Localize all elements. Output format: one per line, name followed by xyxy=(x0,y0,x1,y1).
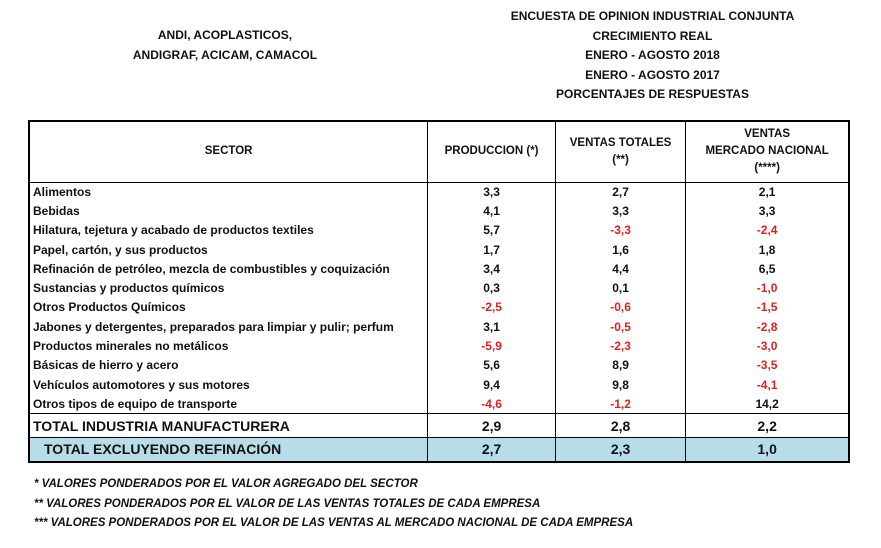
mercado-cell: 2,1 xyxy=(686,182,849,201)
header-left xyxy=(100,26,350,65)
col-mercado-line: MERCADO NACIONAL xyxy=(705,145,829,158)
footnote: * VALORES PONDERADOS POR EL VALOR AGREGADO DEL SECTOR xyxy=(34,478,418,490)
table-row xyxy=(29,298,849,317)
col-sector: SECTOR xyxy=(29,121,428,182)
ventas-cell: -0,5 xyxy=(555,317,685,336)
header-right-line: ENCUESTA DE OPINION INDUSTRIAL CONJUNTA xyxy=(510,9,795,23)
header-right-line: ENERO - AGOSTO 2018 xyxy=(585,48,720,62)
sector-cell: Hilatura, tejetura y acabado de productos textiles xyxy=(29,221,428,240)
produccion-cell: 2,7 xyxy=(428,438,556,462)
col-ventas-line: VENTAS TOTALES xyxy=(569,136,672,149)
sector-cell: Básicas de hierro y acero xyxy=(29,356,428,375)
table-row xyxy=(29,182,849,201)
mercado-cell: 6,5 xyxy=(686,259,849,278)
ventas-cell: 0,1 xyxy=(555,278,685,297)
ventas-cell: 2,7 xyxy=(555,182,685,201)
produccion-cell: 3,3 xyxy=(428,182,556,201)
table-row xyxy=(29,317,849,336)
data-table xyxy=(28,120,850,463)
mercado-cell: -2,8 xyxy=(686,317,849,336)
mercado-cell: -1,5 xyxy=(686,298,849,317)
produccion-cell: -2,5 xyxy=(428,298,556,317)
produccion-cell: 5,7 xyxy=(428,221,556,240)
mercado-cell: -4,1 xyxy=(686,375,849,394)
total-excl-row xyxy=(29,438,849,462)
ventas-cell: -1,2 xyxy=(555,394,685,413)
produccion-cell: 1,7 xyxy=(428,240,556,259)
header-left-line: ANDIGRAF, ACICAM, CAMACOL xyxy=(132,47,318,62)
header-right xyxy=(480,7,825,105)
footnote: ** VALORES PONDERADOS POR EL VALOR DE LAS VENTAS TOTALES DE CADA EMPRESA xyxy=(34,498,541,510)
total-row xyxy=(29,414,849,438)
sector-cell: Sustancias y productos químicos xyxy=(29,278,428,297)
sector-cell: Productos minerales no metálicos xyxy=(29,336,428,355)
sector-cell: Bebidas xyxy=(29,201,428,220)
produccion-cell: 9,4 xyxy=(428,375,556,394)
sector-cell: Otros Productos Químicos xyxy=(29,298,428,317)
mercado-cell: -1,0 xyxy=(686,278,849,297)
mercado-cell: 3,3 xyxy=(686,201,849,220)
mercado-cell: -3,5 xyxy=(686,356,849,375)
produccion-cell: -4,6 xyxy=(428,394,556,413)
ventas-cell: 2,3 xyxy=(555,438,685,462)
sector-cell: Otros tipos de equipo de transporte xyxy=(29,394,428,413)
produccion-cell: 3,4 xyxy=(428,259,556,278)
col-mercado-line: VENTAS xyxy=(744,128,791,141)
sector-cell: Alimentos xyxy=(29,182,428,201)
sector-cell: Jabones y detergentes, preparados para limpiar y pulir; perfum xyxy=(29,317,428,336)
header-left-line: ANDI, ACOPLASTICOS, xyxy=(157,28,293,42)
footnote: *** VALORES PONDERADOS POR EL VALOR DE LAS VENTAS AL MERCADO NACIONAL DE CADA EMPRESA xyxy=(34,517,634,529)
col-mercado-line: (****) xyxy=(754,162,780,175)
ventas-cell: 4,4 xyxy=(555,259,685,278)
produccion-cell: 2,9 xyxy=(428,414,556,438)
produccion-cell: 3,1 xyxy=(428,317,556,336)
table-row xyxy=(29,201,849,220)
produccion-cell: 0,3 xyxy=(428,278,556,297)
col-ventas-line: (**) xyxy=(612,153,629,166)
ventas-cell: 8,9 xyxy=(555,356,685,375)
col-produccion: PRODUCCION (*) xyxy=(428,121,556,182)
table-row xyxy=(29,240,849,259)
header-right-line: PORCENTAJES DE RESPUESTAS xyxy=(556,87,749,101)
col-mercado xyxy=(686,121,849,182)
mercado-cell: -2,4 xyxy=(686,221,849,240)
table-row xyxy=(29,221,849,240)
table-row xyxy=(29,356,849,375)
table-row xyxy=(29,375,849,394)
header-right-line: ENERO - AGOSTO 2017 xyxy=(585,67,720,82)
mercado-cell: 2,2 xyxy=(686,414,849,438)
produccion-cell: 4,1 xyxy=(428,201,556,220)
mercado-cell: -3,0 xyxy=(686,336,849,355)
produccion-cell: 5,6 xyxy=(428,356,556,375)
sector-cell: TOTAL INDUSTRIA MANUFACTURERA xyxy=(29,414,428,438)
ventas-cell: 1,6 xyxy=(555,240,685,259)
ventas-cell: 2,8 xyxy=(555,414,685,438)
ventas-cell: 9,8 xyxy=(555,375,685,394)
table-row xyxy=(29,278,849,297)
ventas-cell: -0,6 xyxy=(555,298,685,317)
ventas-cell: -2,3 xyxy=(555,336,685,355)
table-row xyxy=(29,259,849,278)
table-row xyxy=(29,394,849,413)
table-row xyxy=(29,336,849,355)
sector-cell: TOTAL EXCLUYENDO REFINACIÓN xyxy=(29,438,428,462)
produccion-cell: -5,9 xyxy=(428,336,556,355)
mercado-cell: 14,2 xyxy=(686,394,849,413)
ventas-cell: 3,3 xyxy=(555,201,685,220)
sector-cell: Papel, cartón, y sus productos xyxy=(29,240,428,259)
sector-cell: Refinación de petróleo, mezcla de combustibles y coquización xyxy=(29,259,428,278)
sector-cell: Vehículos automotores y sus motores xyxy=(29,375,428,394)
mercado-cell: 1,8 xyxy=(686,240,849,259)
ventas-cell: -3,3 xyxy=(555,221,685,240)
col-ventas xyxy=(555,121,685,182)
header-right-line: CRECIMIENTO REAL xyxy=(592,28,713,43)
mercado-cell: 1,0 xyxy=(686,438,849,462)
